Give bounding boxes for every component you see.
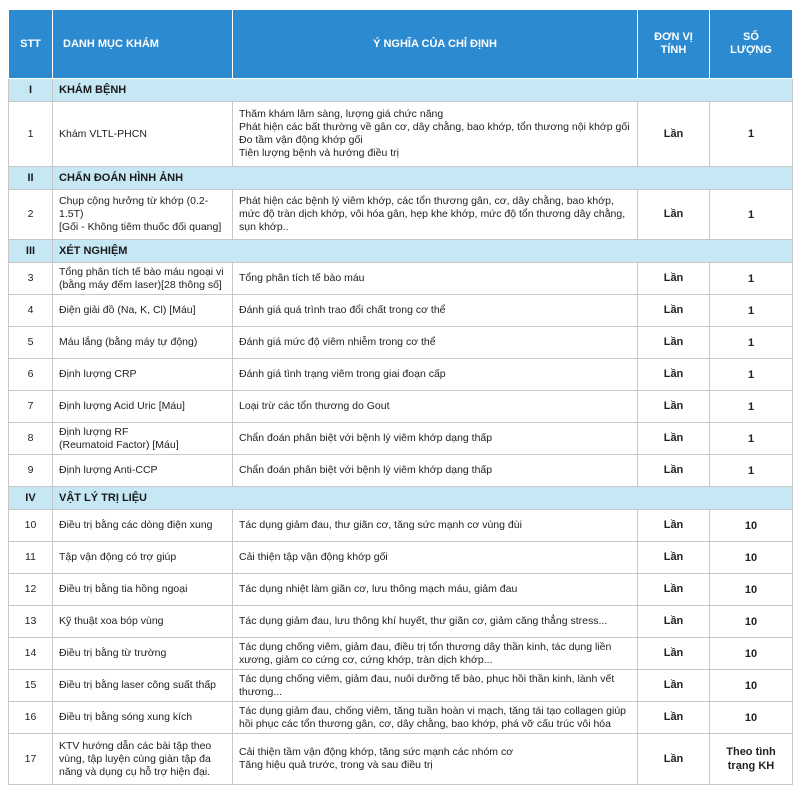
item-line: Định lượng RF [59, 425, 129, 438]
row-meaning [233, 670, 638, 702]
table-row [9, 455, 793, 487]
row-unit: Lần [638, 574, 710, 606]
row-meaning: Tổng phân tích tế bào máu [233, 263, 638, 295]
item-line: (bằng máy đếm laser)[28 thông số] [59, 278, 222, 291]
row-meaning: Chẩn đoán phân biệt với bệnh lý viêm khớp dạng thấp [233, 423, 638, 455]
header-unit-line1: ĐƠN VỊ [654, 31, 693, 43]
table-row [9, 295, 793, 327]
row-stt: 15 [9, 670, 53, 702]
item-line: [Gối - Không tiêm thuốc đối quang] [59, 221, 222, 233]
row-qty: 10 [710, 638, 793, 670]
table-row [9, 391, 793, 423]
row-unit: Lần [638, 638, 710, 670]
table-row [9, 638, 793, 670]
row-item [53, 734, 233, 785]
item-line: năng và dụng cụ hỗ trợ hiện đại. [59, 765, 211, 778]
header-qty [710, 10, 793, 79]
meaning-line: Phát hiện các bất thường về gân cơ, dây chằng, bao khớp, tổn thương nội khớp gối [239, 121, 630, 133]
item-line: (Reumatoid Factor) [Máu] [59, 438, 179, 451]
meaning-line: Phát hiện các bệnh lý viêm khớp, các tổn thương gân, cơ, dây chằng, bao khớp, [239, 195, 614, 207]
row-unit: Lần [638, 423, 710, 455]
row-unit: Lần [638, 359, 710, 391]
table-row [9, 702, 793, 734]
meaning-line: Tác dụng giảm đau, chống viêm, tăng tuần hoàn vi mạch, tăng tái tạo collagen giúp [239, 704, 627, 717]
row-qty: 1 [710, 263, 793, 295]
meaning-line: Tiên lượng bệnh và hướng điều trị [239, 147, 399, 159]
section-row [9, 240, 793, 263]
table-row [9, 542, 793, 574]
section-row [9, 487, 793, 510]
row-unit: Lần [638, 702, 710, 734]
meaning-line: hồi phục các tổn thương gân, cơ, dây chằng, bao khớp, phá vỡ cấu trúc vôi hóa [239, 717, 611, 730]
row-item: Tập vận động có trợ giúp [53, 542, 233, 574]
table-row [9, 263, 793, 295]
table-row [9, 359, 793, 391]
row-meaning: Tác dụng nhiệt làm giãn cơ, lưu thông mạch máu, giảm đau [233, 574, 638, 606]
meaning-line: thương... [239, 685, 283, 698]
item-line: vùng, tập luyện cùng giàn tập đa [59, 752, 211, 765]
section-title: KHÁM BỆNH [53, 79, 793, 102]
row-item: Định lượng CRP [53, 359, 233, 391]
row-meaning: Cải thiện tập vận động khớp gối [233, 542, 638, 574]
meaning-line: xương, giảm co cứng cơ, cứng khớp, tràn dịch khớp... [239, 653, 493, 666]
meaning-line: Đo tầm vận động khớp gối [239, 134, 363, 146]
row-unit: Lần [638, 327, 710, 359]
section-num: I [9, 79, 53, 102]
row-item: Máu lắng (bằng máy tự động) [53, 327, 233, 359]
row-qty: 10 [710, 606, 793, 638]
qty-line: Theo tình [726, 746, 776, 758]
row-stt: 2 [9, 190, 53, 240]
service-table [8, 9, 793, 785]
row-item [53, 423, 233, 455]
meaning-line: mức độ tràn dịch khớp, vôi hóa gân, hẹp khe khớp, mức độ tổn thương dây chằng, [239, 208, 626, 220]
row-stt: 13 [9, 606, 53, 638]
row-meaning: Tác dụng giảm đau, lưu thông khí huyết, thư giãn cơ, giảm căng thẳng stress... [233, 606, 638, 638]
row-unit: Lần [638, 295, 710, 327]
meaning-line: sụn khớp.. [239, 221, 289, 233]
row-qty: 1 [710, 359, 793, 391]
meaning-line: Tăng hiệu quả trước, trong và sau điều trị [239, 759, 433, 771]
section-title: XÉT NGHIỆM [53, 240, 793, 263]
row-item: Điều trị bằng các dòng điện xung [53, 510, 233, 542]
row-unit: Lần [638, 606, 710, 638]
row-qty: 1 [710, 102, 793, 167]
section-title: CHẨN ĐOÁN HÌNH ẢNH [53, 167, 793, 190]
row-meaning: Đánh giá tình trạng viêm trong giai đoạn cấp [233, 359, 638, 391]
row-stt: 10 [9, 510, 53, 542]
row-meaning: Đánh giá quá trình trao đổi chất trong cơ thể [233, 295, 638, 327]
row-qty: 1 [710, 455, 793, 487]
row-stt: 4 [9, 295, 53, 327]
row-item: Khám VLTL-PHCN [53, 102, 233, 167]
section-row [9, 167, 793, 190]
row-unit: Lần [638, 510, 710, 542]
meaning-line: Tác dụng chống viêm, giảm đau, điều trị tổn thương dây thần kinh, tác dụng liền [239, 640, 612, 653]
row-qty: 10 [710, 510, 793, 542]
table-row [9, 734, 793, 785]
section-num: II [9, 167, 53, 190]
qty-line: trạng KH [727, 760, 775, 772]
row-meaning [233, 702, 638, 734]
row-unit: Lần [638, 102, 710, 167]
header-stt: STT [9, 10, 53, 79]
row-qty [710, 734, 793, 785]
row-unit: Lần [638, 670, 710, 702]
row-item: Điều trị bằng tia hồng ngoại [53, 574, 233, 606]
row-qty: 1 [710, 190, 793, 240]
row-item: Điều trị bằng từ trường [53, 638, 233, 670]
section-title: VẬT LÝ TRỊ LIỆU [53, 487, 793, 510]
item-line: KTV hướng dẫn các bài tập theo [59, 739, 212, 752]
header-meaning: Ý NGHĨA CỦA CHỈ ĐỊNH [233, 10, 638, 79]
row-qty: 1 [710, 423, 793, 455]
row-item: Điều trị bằng laser công suất thấp [53, 670, 233, 702]
row-meaning [233, 190, 638, 240]
meaning-line: Thăm khám lâm sàng, lượng giá chức năng [239, 108, 444, 120]
row-qty: 1 [710, 391, 793, 423]
meaning-line: Cải thiện tầm vận động khớp, tăng sức mạnh các nhóm cơ [239, 746, 514, 758]
item-line: Chụp cộng hưởng từ khớp (0.2-1.5T) [59, 195, 209, 220]
row-stt: 9 [9, 455, 53, 487]
section-row [9, 79, 793, 102]
table-row [9, 190, 793, 240]
row-unit: Lần [638, 734, 710, 785]
table-row [9, 327, 793, 359]
section-num: III [9, 240, 53, 263]
item-line: Tổng phân tích tế bào máu ngoại vi [59, 265, 224, 278]
row-stt: 6 [9, 359, 53, 391]
row-meaning [233, 638, 638, 670]
table-row [9, 574, 793, 606]
header-qty-line2: LƯỢNG [730, 44, 772, 56]
row-stt: 3 [9, 263, 53, 295]
row-unit: Lần [638, 455, 710, 487]
row-unit: Lần [638, 542, 710, 574]
table-row [9, 510, 793, 542]
section-num: IV [9, 487, 53, 510]
row-item: Điện giải đồ (Na, K, Cl) [Máu] [53, 295, 233, 327]
row-meaning [233, 734, 638, 785]
row-item [53, 190, 233, 240]
row-stt: 11 [9, 542, 53, 574]
row-stt: 16 [9, 702, 53, 734]
row-meaning: Đánh giá mức độ viêm nhiễm trong cơ thể [233, 327, 638, 359]
row-unit: Lần [638, 190, 710, 240]
row-qty: 10 [710, 574, 793, 606]
meaning-line: Tác dụng chống viêm, giảm đau, nuôi dưỡng tế bào, phục hồi thần kinh, lành vết [239, 672, 615, 685]
row-item: Định lượng Anti-CCP [53, 455, 233, 487]
row-item: Định lượng Acid Uric [Máu] [53, 391, 233, 423]
header-unit [638, 10, 710, 79]
header-qty-line1: SỐ [743, 31, 759, 43]
row-unit: Lần [638, 391, 710, 423]
row-qty: 10 [710, 670, 793, 702]
row-unit: Lần [638, 263, 710, 295]
row-stt: 7 [9, 391, 53, 423]
row-item [53, 263, 233, 295]
row-qty: 1 [710, 327, 793, 359]
row-meaning: Loại trừ các tổn thương do Gout [233, 391, 638, 423]
header-item: DANH MỤC KHÁM [53, 10, 233, 79]
header-unit-line2: TÍNH [660, 44, 687, 56]
row-stt: 17 [9, 734, 53, 785]
row-meaning: Tác dụng giảm đau, thư giãn cơ, tăng sức mạnh cơ vùng đùi [233, 510, 638, 542]
row-item: Điều trị bằng sóng xung kích [53, 702, 233, 734]
row-meaning: Chẩn đoán phân biệt với bệnh lý viêm khớp dạng thấp [233, 455, 638, 487]
row-stt: 12 [9, 574, 53, 606]
table-header [9, 10, 793, 79]
table-row [9, 670, 793, 702]
row-item: Kỹ thuật xoa bóp vùng [53, 606, 233, 638]
row-stt: 5 [9, 327, 53, 359]
row-qty: 10 [710, 702, 793, 734]
row-stt: 8 [9, 423, 53, 455]
row-qty: 1 [710, 295, 793, 327]
row-meaning [233, 102, 638, 167]
table-row [9, 606, 793, 638]
table-row [9, 423, 793, 455]
table-row [9, 102, 793, 167]
row-qty: 10 [710, 542, 793, 574]
row-stt: 1 [9, 102, 53, 167]
row-stt: 14 [9, 638, 53, 670]
